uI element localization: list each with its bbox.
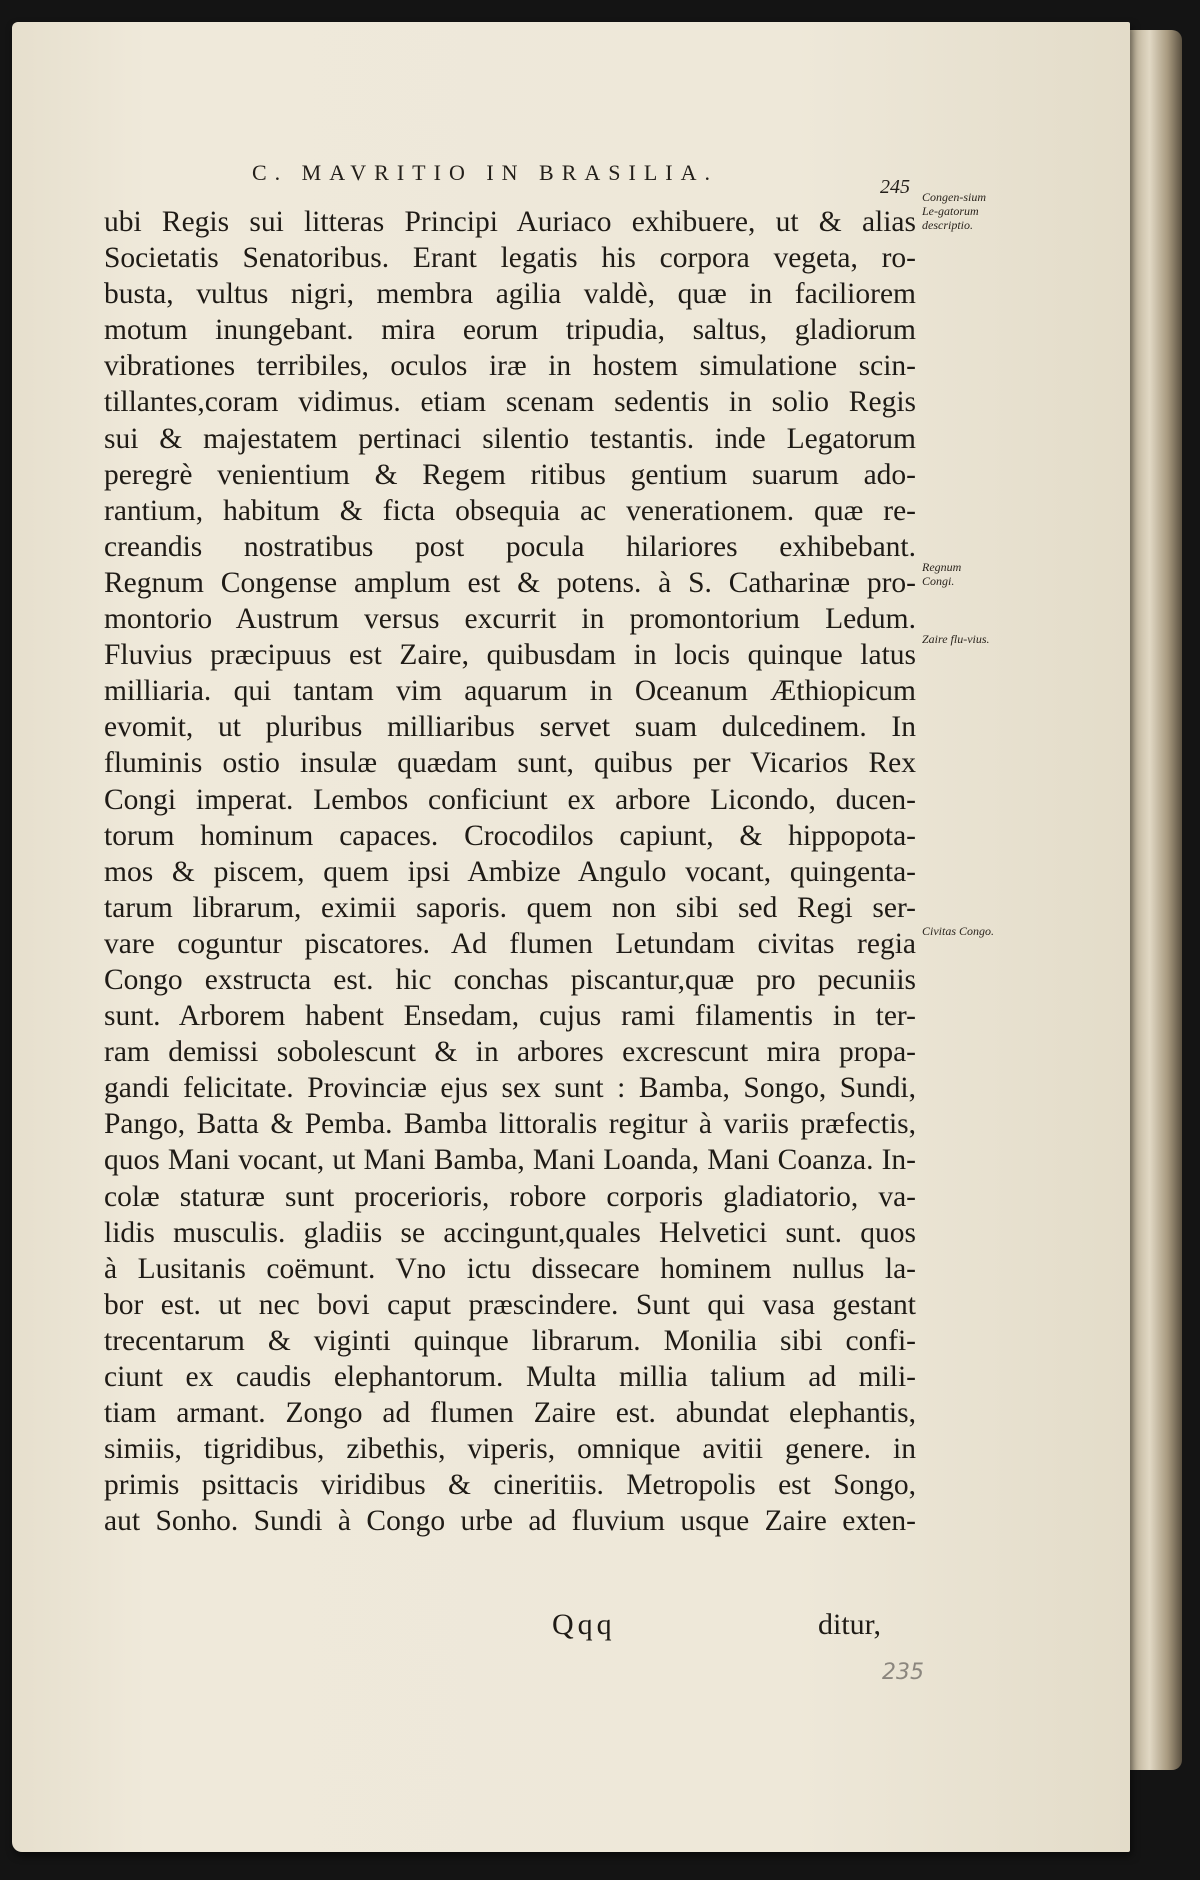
text-line: simiis, tigridibus, zibethis, viperis, omnique avitii genere. in xyxy=(104,1433,916,1466)
text-line: ubi Regis sui litteras Principi Auriaco exhibuere, ut & alias xyxy=(104,206,916,238)
text-line: quos Mani vocant, ut Mani Bamba, Mani Loanda, Mani Coanza. In- xyxy=(104,1144,916,1177)
text-line: tarum librarum, eximii saporis. quem non sibi sed Regi ser- xyxy=(104,891,916,924)
margin-note-congensium: Congen-sium Le-gatorum descriptio. xyxy=(922,190,986,232)
running-head: C. MAVRITIO IN BRASILIA. xyxy=(252,160,718,185)
margin-note-civitas-congo: Civitas Congo. xyxy=(922,924,995,938)
text-line: gandi felicitate. Provinciæ ejus sex sunt : Bamba, Songo, Sundi, xyxy=(104,1072,916,1105)
text-line: busta, vultus nigri, membra agilia valdè, quæ in faciliorem xyxy=(104,278,916,311)
text-line: Societatis Senatoribus. Erant legatis his corpora vegeta, ro- xyxy=(104,242,916,275)
text-line: sui & majestatem pertinaci silentio testantis. inde Legatorum xyxy=(104,422,916,455)
text-line: evomit, ut pluribus milliaribus servet suam dulcedinem. In xyxy=(104,711,916,744)
signature-mark: Qqq xyxy=(552,1608,616,1641)
text-line: primis psittacis viridibus & cineritiis. Metropolis est Songo, xyxy=(104,1469,916,1502)
text-line: trecentarum & viginti quinque librarum. Monilia sibi confi- xyxy=(104,1324,916,1357)
text-line: tillantes,coram vidimus. etiam scenam sedentis in solio Regis xyxy=(104,386,916,419)
text-line: ram demissi sobolescunt & in arbores excrescunt mira propa- xyxy=(104,1036,916,1069)
text-line: lidis musculis. gladiis se accingunt,quales Helvetici sunt. quos xyxy=(104,1216,916,1249)
text-line: torum hominum capaces. Crocodilos capiunt, & hippopota- xyxy=(104,819,916,852)
catchword: ditur, xyxy=(818,1608,881,1641)
page-number: 245 xyxy=(880,176,910,198)
text-line: fluminis ostio insulæ quædam sunt, quibus per Vicarios Rex xyxy=(104,747,916,780)
margin-note-zaire: Zaire flu-vius. xyxy=(922,632,990,646)
book-page xyxy=(12,22,1130,1852)
text-line: colæ staturæ sunt procerioris, robore corporis gladiatorio, va- xyxy=(104,1180,916,1213)
text-line: aut Sonho. Sundi à Congo urbe ad fluvium usque Zaire exten- xyxy=(104,1505,916,1538)
text-line: bor est. ut nec bovi caput præscindere. Sunt qui vasa gestant xyxy=(104,1288,916,1321)
margin-note-regnum-congi: Regnum Congi. xyxy=(922,560,962,588)
text-line: rantium, habitum & ficta obsequia ac venerationem. quæ re- xyxy=(104,494,916,527)
text-line: tiam armant. Zongo ad flumen Zaire est. abundat elephantis, xyxy=(104,1397,916,1430)
text-line: vibrationes terribiles, oculos iræ in hostem simulatione scin- xyxy=(104,350,916,383)
text-line: à Lusitanis coëmunt. Vno ictu dissecare hominem nullus la- xyxy=(104,1252,916,1285)
handwritten-folio-number: 235 xyxy=(882,1660,924,1685)
text-line: mos & piscem, quem ipsi Ambize Angulo vocant, quingenta- xyxy=(104,855,916,888)
text-line: peregrè venientium & Regem ritibus gentium suarum ado- xyxy=(104,458,916,491)
text-line: Congo exstructa est. hic conchas piscantur,quæ pro pecuniis xyxy=(104,963,916,996)
text-line: motum inungebant. mira eorum tripudia, saltus, gladiorum xyxy=(104,314,916,347)
text-line: creandis nostratibus post pocula hilariores exhibebant. xyxy=(104,530,916,563)
text-line: Congi imperat. Lembos conficiunt ex arbore Licondo, ducen- xyxy=(104,783,916,816)
text-line: Fluvius præcipuus est Zaire, quibusdam in locis quinque latus xyxy=(104,639,916,672)
text-line: milliaria. qui tantam vim aquarum in Oceanum Æthiopicum xyxy=(104,675,916,708)
body-text xyxy=(104,204,916,1539)
text-line: ciunt ex caudis elephantorum. Multa millia talium ad mili- xyxy=(104,1361,916,1393)
text-line: montorio Austrum versus excurrit in promontorium Ledum. xyxy=(104,603,916,636)
text-line: Regnum Congense amplum est & potens. à S. Catharinæ pro- xyxy=(104,566,916,599)
text-line: vare coguntur piscatores. Ad flumen Letundam civitas regia xyxy=(104,927,916,960)
text-line: sunt. Arborem habent Ensedam, cujus rami filamentis in ter- xyxy=(104,1000,916,1033)
text-line: Pango, Batta & Pemba. Bamba littoralis regitur à variis præfectis, xyxy=(104,1108,916,1141)
